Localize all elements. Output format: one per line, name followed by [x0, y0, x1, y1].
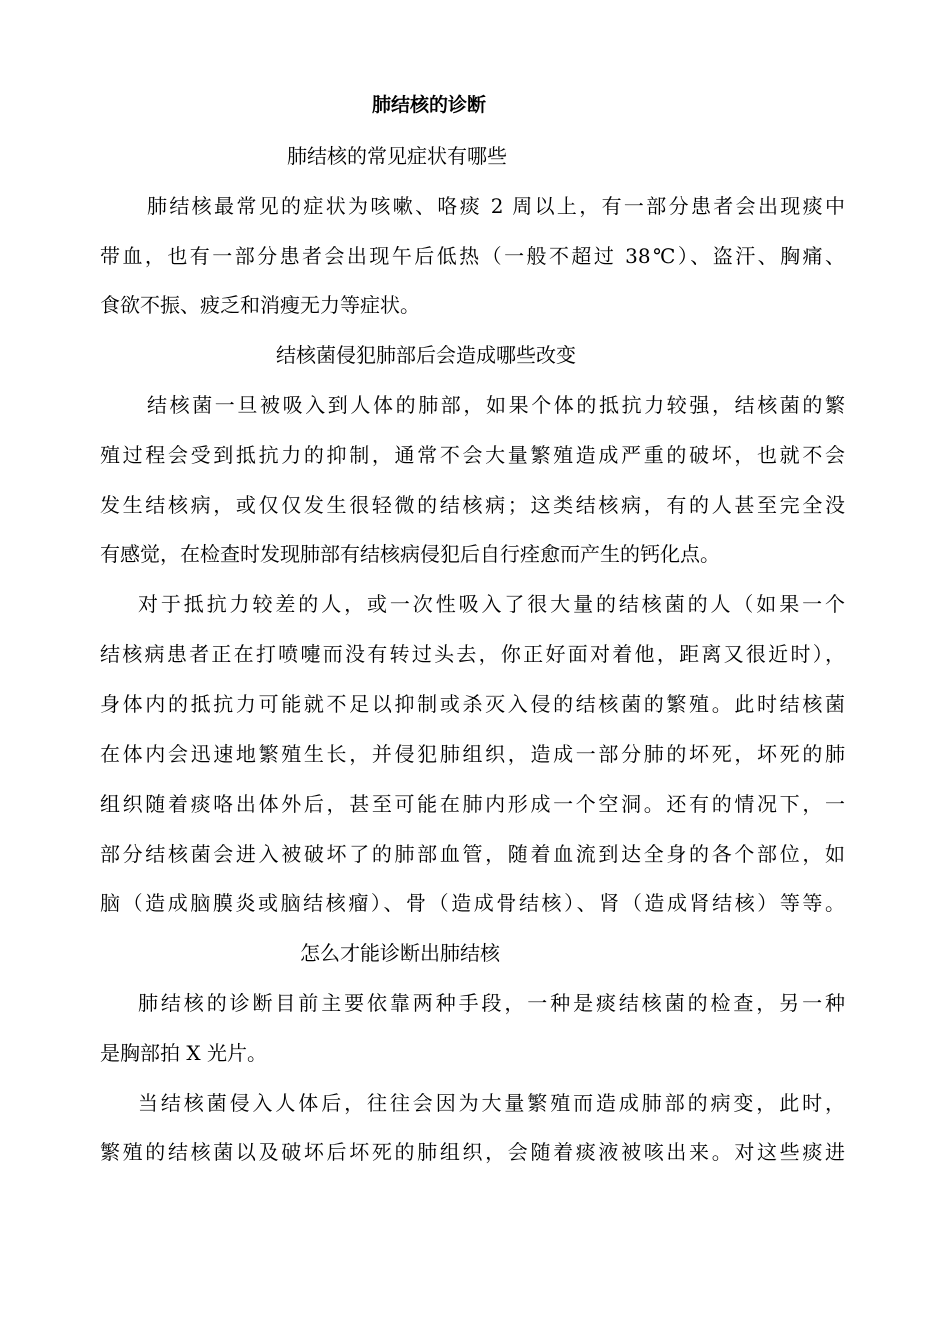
- paragraph-line: 部分结核菌会进入被破坏了的肺部血管，随着血流到达全身的各个部位，如: [100, 842, 845, 866]
- paragraph-line: 发生结核病，或仅仅发生很轻微的结核病；这类结核病，有的人甚至完全没: [100, 493, 845, 517]
- section-heading-diagnosis: 怎么才能诊断出肺结核: [300, 941, 500, 965]
- paragraph-line: 食欲不振、疲乏和消瘦无力等症状。: [100, 293, 420, 317]
- paragraph-line: 带血，也有一部分患者会出现午后低热（一般不超过 38℃）、盗汗、胸痛、: [100, 244, 845, 268]
- paragraph-line: 殖过程会受到抵抗力的抑制，通常不会大量繁殖造成严重的破坏，也就不会: [100, 443, 845, 467]
- paragraph-line: 身体内的抵抗力可能就不足以抑制或杀灭入侵的结核菌的繁殖。此时结核菌: [100, 692, 845, 716]
- paragraph-line: 有感觉，在检查时发现肺部有结核病侵犯后自行痊愈而产生的钙化点。: [100, 542, 720, 566]
- paragraph-line: 当结核菌侵入人体后，往往会因为大量繁殖而造成肺部的病变，此时，: [138, 1091, 845, 1115]
- paragraph-line: 脑（造成脑膜炎或脑结核瘤）、骨（造成骨结核）、肾（造成肾结核）等等。: [100, 891, 845, 915]
- paragraph-line: 在体内会迅速地繁殖生长，并侵犯肺组织，造成一部分肺的坏死，坏死的肺: [100, 742, 845, 766]
- paragraph-line: 组织随着痰咯出体外后，甚至可能在肺内形成一个空洞。还有的情况下，一: [100, 792, 845, 816]
- paragraph-line: 对于抵抗力较差的人，或一次性吸入了很大量的结核菌的人（如果一个: [138, 592, 845, 616]
- paragraph-line: 肺结核最常见的症状为咳嗽、咯痰 2 周以上，有一部分患者会出现痰中: [147, 194, 845, 218]
- document-title: 肺结核的诊断: [371, 94, 486, 116]
- paragraph-line: 结核病患者正在打喷嚏而没有转过头去，你正好面对着他，距离又很近时），: [100, 642, 845, 666]
- section-heading-symptoms: 肺结核的常见症状有哪些: [287, 144, 507, 168]
- section-heading-lung-changes: 结核菌侵犯肺部后会造成哪些改变: [276, 343, 576, 367]
- paragraph-line: 结核菌一旦被吸入到人体的肺部，如果个体的抵抗力较强，结核菌的繁: [147, 393, 845, 417]
- paragraph-line: 是胸部拍 X 光片。: [100, 1041, 267, 1065]
- paragraph-line: 肺结核的诊断目前主要依靠两种手段，一种是痰结核菌的检查，另一种: [138, 991, 845, 1015]
- paragraph-line: 繁殖的结核菌以及破坏后坏死的肺组织，会随着痰液被咳出来。对这些痰进: [100, 1140, 845, 1164]
